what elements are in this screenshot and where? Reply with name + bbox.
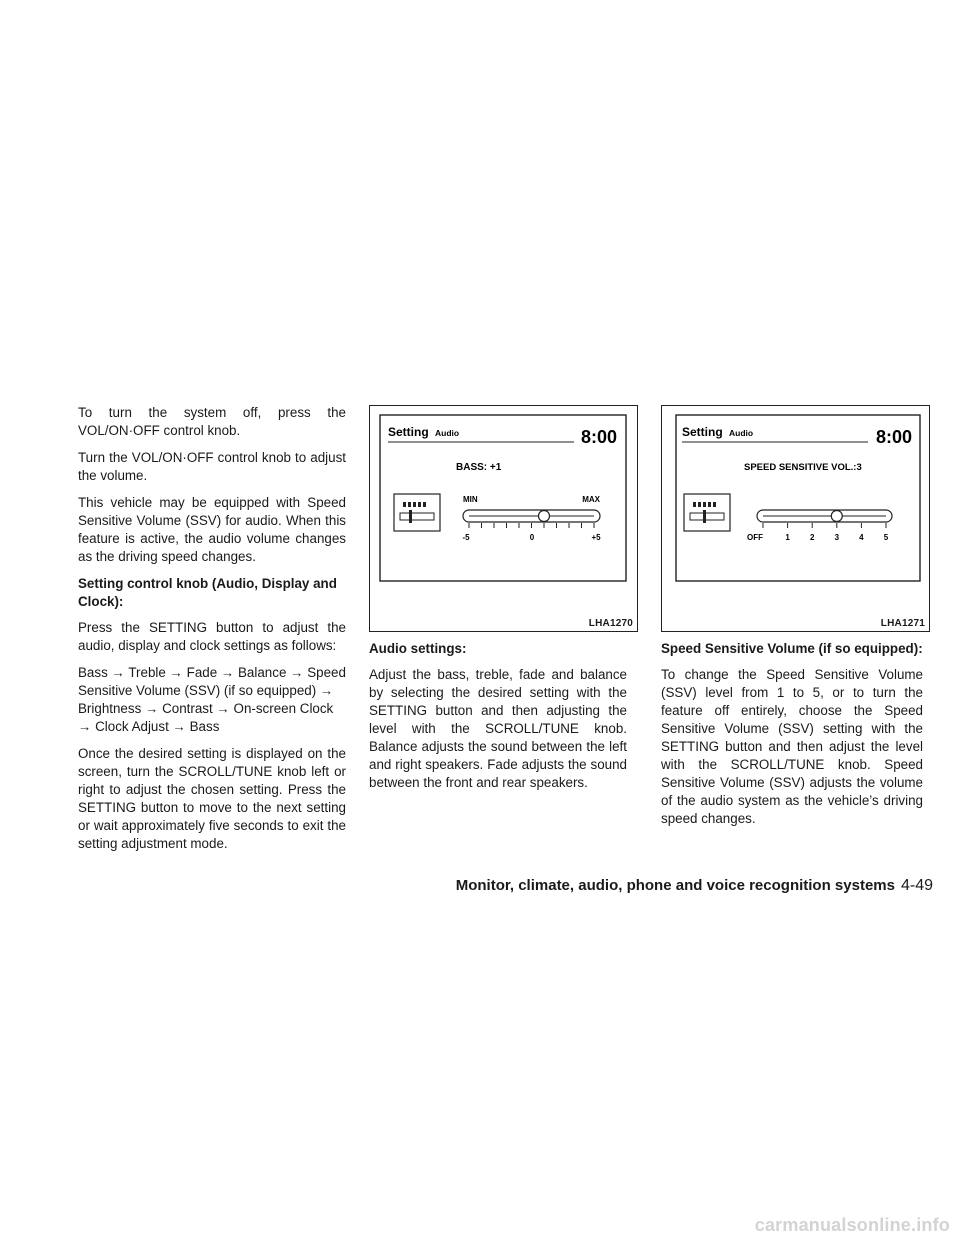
ssv-tick-label: OFF: [747, 533, 763, 542]
text-column-right: [661, 404, 923, 837]
paragraph-setting-sequence: Bass → Treble → Fade → Balance → Speed Sensitive Volume (SSV) (if so equipped) → Brightness → Contrast → On-screen Clock → Clock Adjust → Bass: [78, 665, 346, 734]
paragraph-ssv-adjust: To change the Speed Sensitive Volume (SSV) level from 1 to 5, or to turn the feature off entirely, choose the Speed Sensitive Volume (SSV) setting with the SETTING button and then adjust the level with the SCROLL/TUNE knob. Speed Sensitive Volume (SSV) adjusts the volume of the audio system as the vehicle’s driving speed changes.: [661, 667, 923, 826]
screen-clock: 8:00: [580, 427, 617, 447]
ssv-value-label: SPEED SENSITIVE VOL.:3: [744, 462, 862, 473]
ssv-tick-label: 4: [859, 533, 864, 542]
ssv-tick-label: 5: [883, 533, 889, 542]
bass-value-label: BASS: +1: [456, 462, 502, 473]
ssv-tick-label: 3: [834, 533, 840, 542]
screen-subtitle: Audio: [729, 428, 754, 438]
paragraph-audio-settings: Adjust the bass, treble, fade and balance by selecting the desired setting with the SETTING button and then adjusting the level with the SCROLL/TUNE knob. Balance adjusts the sound between the left and right speakers. Fade adjusts the sound between the front and rear speakers.: [369, 667, 627, 790]
min-label: MIN: [463, 495, 478, 504]
page-number: 4-49: [900, 877, 933, 894]
tick-label-min: -5: [462, 533, 470, 542]
paragraph-setting-adjust: Once the desired setting is displayed on the screen, turn the SCROLL/TUNE knob left or right to adjust the chosen setting. Press the SETTING button to move to the next setting or wait approximately five seconds to exit the setting adjustment mode.: [78, 746, 346, 851]
paragraph-volume: Turn the VOL/ON·OFF control knob to adjust the volume.: [78, 450, 346, 483]
tick-label-max: +5: [591, 533, 601, 542]
figure-id: LHA1271: [880, 618, 925, 629]
ssv-tick-label: 1: [785, 533, 790, 542]
screen-subtitle: Audio: [435, 428, 460, 438]
tick-label-zero: 0: [529, 533, 535, 542]
section-title: Monitor, climate, audio, phone and voice recognition systems: [455, 877, 895, 894]
screen-clock: 8:00: [875, 427, 912, 447]
ssv-tick-label: 2: [809, 533, 815, 542]
figure-id: LHA1270: [588, 618, 633, 629]
paragraph-ssv: This vehicle may be equipped with Speed Sensitive Volume (SSV) for audio. When this feature is active, the audio volume changes as the driving speed changes.: [78, 495, 346, 564]
max-label: MAX: [582, 495, 600, 504]
screen-title: Setting: [682, 425, 723, 439]
paragraph-turn-off: To turn the system off, press the VOL/ON·OFF control knob.: [78, 405, 346, 438]
watermark: carmanualsonline.info: [754, 1215, 950, 1235]
text-column-middle: [369, 404, 627, 801]
page-footer: [456, 877, 933, 895]
screen-title: Setting: [388, 425, 429, 439]
heading-ssv: Speed Sensitive Volume (if so equipped):: [661, 641, 923, 656]
text-column-left: [78, 404, 346, 862]
heading-audio-settings: Audio settings:: [369, 641, 467, 656]
paragraph-setting-button: Press the SETTING button to adjust the audio, display and clock settings as follows:: [78, 620, 346, 653]
heading-setting-knob: Setting control knob (Audio, Display and Clock):: [78, 576, 337, 609]
